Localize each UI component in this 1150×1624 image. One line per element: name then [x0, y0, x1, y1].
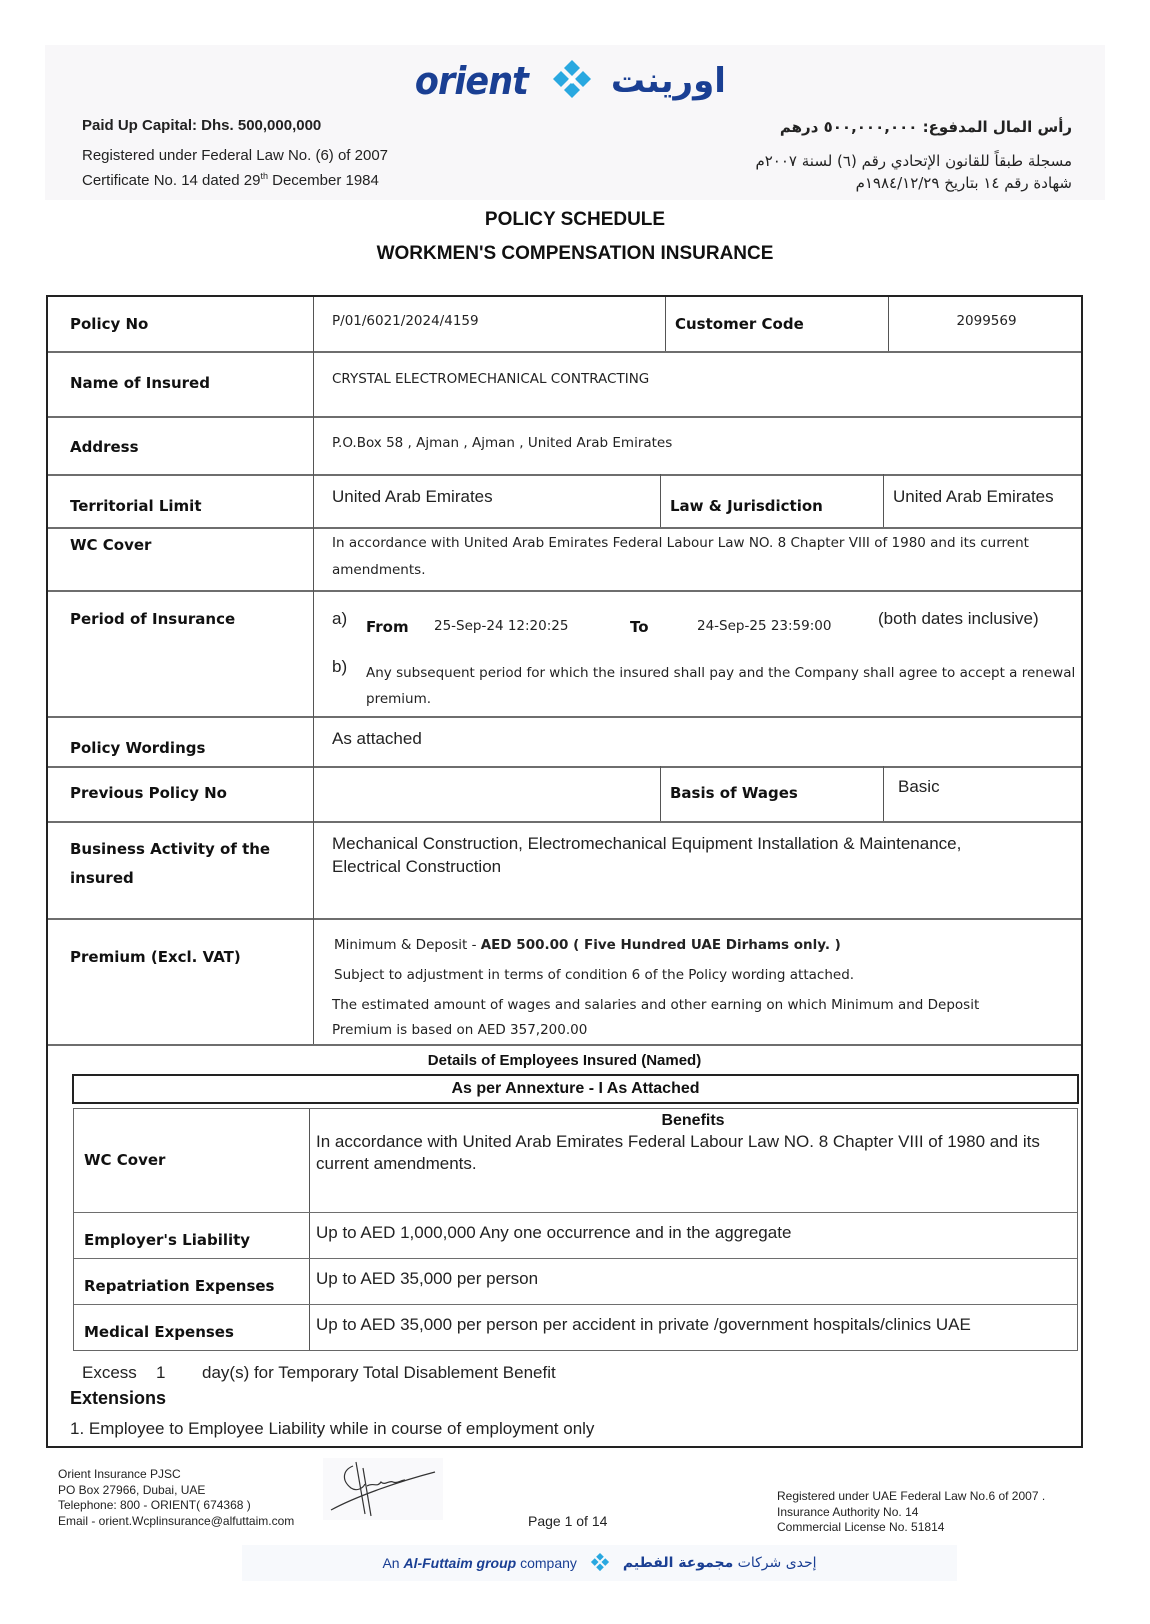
benefit-value: Up to AED 35,000 per person: [316, 1269, 539, 1288]
logo-text-ar: اورينت: [610, 61, 726, 101]
benefit-value: Up to AED 1,000,000 Any one occurrence and in the aggregate: [316, 1223, 792, 1242]
business-activity-line-2: Electrical Construction: [332, 857, 502, 876]
benefits-heading: Benefits: [661, 1112, 725, 1129]
premium-line-2: Subject to adjustment in terms of condition 6 of the Policy wording attached.: [334, 967, 855, 983]
certificate-sup: th: [260, 171, 268, 181]
excess-text: day(s) for Temporary Total Disablement Benefit: [202, 1363, 556, 1382]
policy-schedule-table: [46, 295, 1083, 1448]
column-divider: [313, 297, 314, 1044]
column-divider: [309, 1109, 310, 1350]
premium-prefix: Minimum & Deposit -: [334, 937, 481, 953]
insured-label: Name of Insured: [70, 374, 210, 392]
logo-text-en: orient: [414, 59, 528, 103]
registration-info: [82, 146, 388, 191]
basis-of-wages-value: Basic: [898, 777, 940, 796]
period-to-value: 24-Sep-25 23:59:00: [697, 618, 832, 634]
premium-amount: AED 500.00 ( Five Hundred UAE Dirhams only. ): [480, 937, 841, 953]
address-value: P.O.Box 58 , Ajman , Ajman , United Arab Emirates: [332, 435, 673, 451]
previous-policy-label: Previous Policy No: [70, 784, 227, 802]
premium-line-4: Premium is based on AED 357,200.00: [332, 1022, 588, 1038]
paid-up-capital-ar: رأس المال المدفوع: ٥٠٠,٠٠٠,٠٠٠ درهم: [779, 118, 1072, 136]
customer-code-label: Customer Code: [675, 315, 804, 333]
al-futtaim-logo-icon: [585, 1552, 615, 1574]
orient-logo: [410, 58, 726, 104]
footer-license: Commercial License No. 51814: [777, 1520, 945, 1534]
period-a-marker: a): [332, 609, 348, 628]
row-divider: [48, 918, 1081, 920]
business-activity-label-1: Business Activity of the: [70, 840, 271, 858]
address-label: Address: [70, 438, 139, 456]
footer-telephone: Telephone: 800 - ORIENT( 674368 ): [58, 1498, 251, 1512]
period-to-label: To: [630, 618, 649, 636]
policy-wordings-value: As attached: [332, 729, 422, 748]
banner-prefix: An: [382, 1555, 404, 1571]
row-divider: [48, 766, 1081, 768]
customer-code-value: 2099569: [956, 313, 1017, 329]
certificate-line: [82, 166, 388, 191]
wc-cover-label: WC Cover: [70, 536, 152, 554]
row-divider: [74, 1304, 1077, 1305]
banner-ar-brand: مجموعة الفطيم: [622, 1555, 734, 1571]
business-activity-label-2: insured: [70, 869, 134, 887]
footer-authority: Insurance Authority No. 14: [777, 1504, 919, 1519]
policy-no-value: P/01/6021/2024/4159: [332, 313, 479, 329]
page-number: Page 1 of 14: [528, 1513, 608, 1529]
column-divider: [888, 297, 889, 351]
footer-email[interactable]: Email - orient.Wcplinsurance@alfuttaim.com: [58, 1513, 295, 1528]
policy-wordings-label: Policy Wordings: [70, 739, 206, 757]
territorial-limit-value: United Arab Emirates: [332, 487, 493, 506]
wc-cover-line-1: In accordance with United Arab Emirates Federal Labour Law NO. 8 Chapter VIII of 1980 and its current: [332, 535, 1029, 551]
row-divider: [48, 1044, 1081, 1046]
footer-po-box: PO Box 27966, Dubai, UAE: [58, 1482, 206, 1497]
benefit-label: Employer's Liability: [84, 1231, 251, 1249]
banner-text-en: [382, 1555, 576, 1571]
footer-reg-law: Registered under UAE Federal Law No.6 of 2007 .: [777, 1489, 1046, 1503]
premium-label: Premium (Excl. VAT): [70, 948, 241, 966]
registration-info-ar: [755, 150, 1072, 194]
benefit-label: Medical Expenses: [84, 1323, 234, 1341]
orient-diamond-icon: [547, 58, 597, 104]
territorial-limit-label: Territorial Limit: [70, 497, 202, 515]
row-divider: [74, 1258, 1077, 1259]
row-divider: [48, 416, 1081, 418]
registered-line-ar: مسجلة طبقاً للقانون الإتحادي رقم (٦) لسنة ٢٠٠٧م: [755, 152, 1072, 170]
benefit-label: Repatriation Expenses: [84, 1277, 275, 1295]
insured-value: CRYSTAL ELECTROMECHANICAL CONTRACTING: [332, 371, 650, 387]
annexure-box: As per Annexture - I As Attached: [72, 1074, 1079, 1104]
page-title: POLICY SCHEDULE: [484, 209, 666, 230]
row-divider: [48, 527, 1081, 529]
paid-up-capital: Paid Up Capital: Dhs. 500,000,000: [82, 117, 322, 134]
footer-company-info: [58, 1467, 294, 1529]
column-divider: [665, 297, 666, 351]
row-divider: [48, 590, 1081, 592]
period-from-label: From: [366, 618, 409, 636]
footer-registration-info: [777, 1489, 1045, 1536]
wc-cover-line-2: amendments.: [332, 562, 426, 578]
column-divider: [883, 474, 884, 527]
certificate-line-ar: شهادة رقم ١٤ بتاريخ ١٩٨٤/١٢/٢٩م: [855, 174, 1072, 192]
banner-brand: Al-Futtaim group: [403, 1555, 517, 1571]
certificate-text: Certificate No. 14 dated 29: [82, 172, 261, 189]
registered-line: Registered under Federal Law No. (6) of 2007: [82, 147, 389, 164]
banner-text-ar: [623, 1555, 817, 1571]
period-b-line-1: Any subsequent period for which the insured shall pay and the Company shall agree to accept a renewal: [366, 665, 1076, 681]
signature-icon: [323, 1458, 443, 1520]
row-divider: [48, 716, 1081, 718]
certificate-date: December 1984: [267, 172, 379, 189]
excess-label: Excess: [82, 1363, 137, 1382]
period-b-line-2: premium.: [366, 691, 432, 707]
extension-item: 1. Employee to Employee Liability while in course of employment only: [70, 1419, 595, 1438]
row-divider: [74, 1212, 1077, 1213]
policy-no-label: Policy No: [70, 315, 149, 333]
employees-heading: Details of Employees Insured (Named): [427, 1052, 702, 1069]
column-divider: [660, 766, 661, 821]
benefits-table: [73, 1108, 1078, 1351]
law-jurisdiction-value: United Arab Emirates: [893, 487, 1054, 506]
excess-days: 1: [156, 1363, 166, 1382]
column-divider: [883, 766, 884, 821]
premium-line-3: The estimated amount of wages and salaries and other earning on which Minimum and Deposit: [332, 997, 980, 1013]
column-divider: [660, 474, 661, 527]
basis-of-wages-label: Basis of Wages: [670, 784, 798, 802]
extensions-heading: Extensions: [70, 1388, 167, 1408]
footer-company: Orient Insurance PJSC: [58, 1467, 181, 1481]
period-b-marker: b): [332, 657, 348, 676]
benefit-value: In accordance with United Arab Emirates Federal Labour Law NO. 8 Chapter VIII of 1980 and its current amendments.: [316, 1132, 1040, 1173]
premium-line-1: [334, 937, 841, 953]
al-futtaim-banner: [242, 1545, 957, 1581]
benefit-value: Up to AED 35,000 per person per accident in private /government hospitals/clinics UAE: [316, 1315, 971, 1334]
benefit-label: WC Cover: [84, 1151, 166, 1169]
row-divider: [48, 474, 1081, 476]
banner-ar-prefix: إحدى شركات: [733, 1555, 817, 1571]
row-divider: [48, 821, 1081, 823]
page-subtitle: WORKMEN'S COMPENSATION INSURANCE: [376, 243, 774, 264]
row-divider: [48, 351, 1081, 353]
business-activity-line-1: Mechanical Construction, Electromechanical Equipment Installation & Maintenance,: [332, 834, 962, 853]
period-label: Period of Insurance: [70, 610, 236, 628]
signature: [323, 1458, 443, 1520]
banner-suffix: company: [516, 1555, 577, 1571]
period-from-value: 25-Sep-24 12:20:25: [434, 618, 569, 634]
law-jurisdiction-label: Law & Jurisdiction: [670, 497, 823, 515]
period-note: (both dates inclusive): [878, 609, 1039, 628]
